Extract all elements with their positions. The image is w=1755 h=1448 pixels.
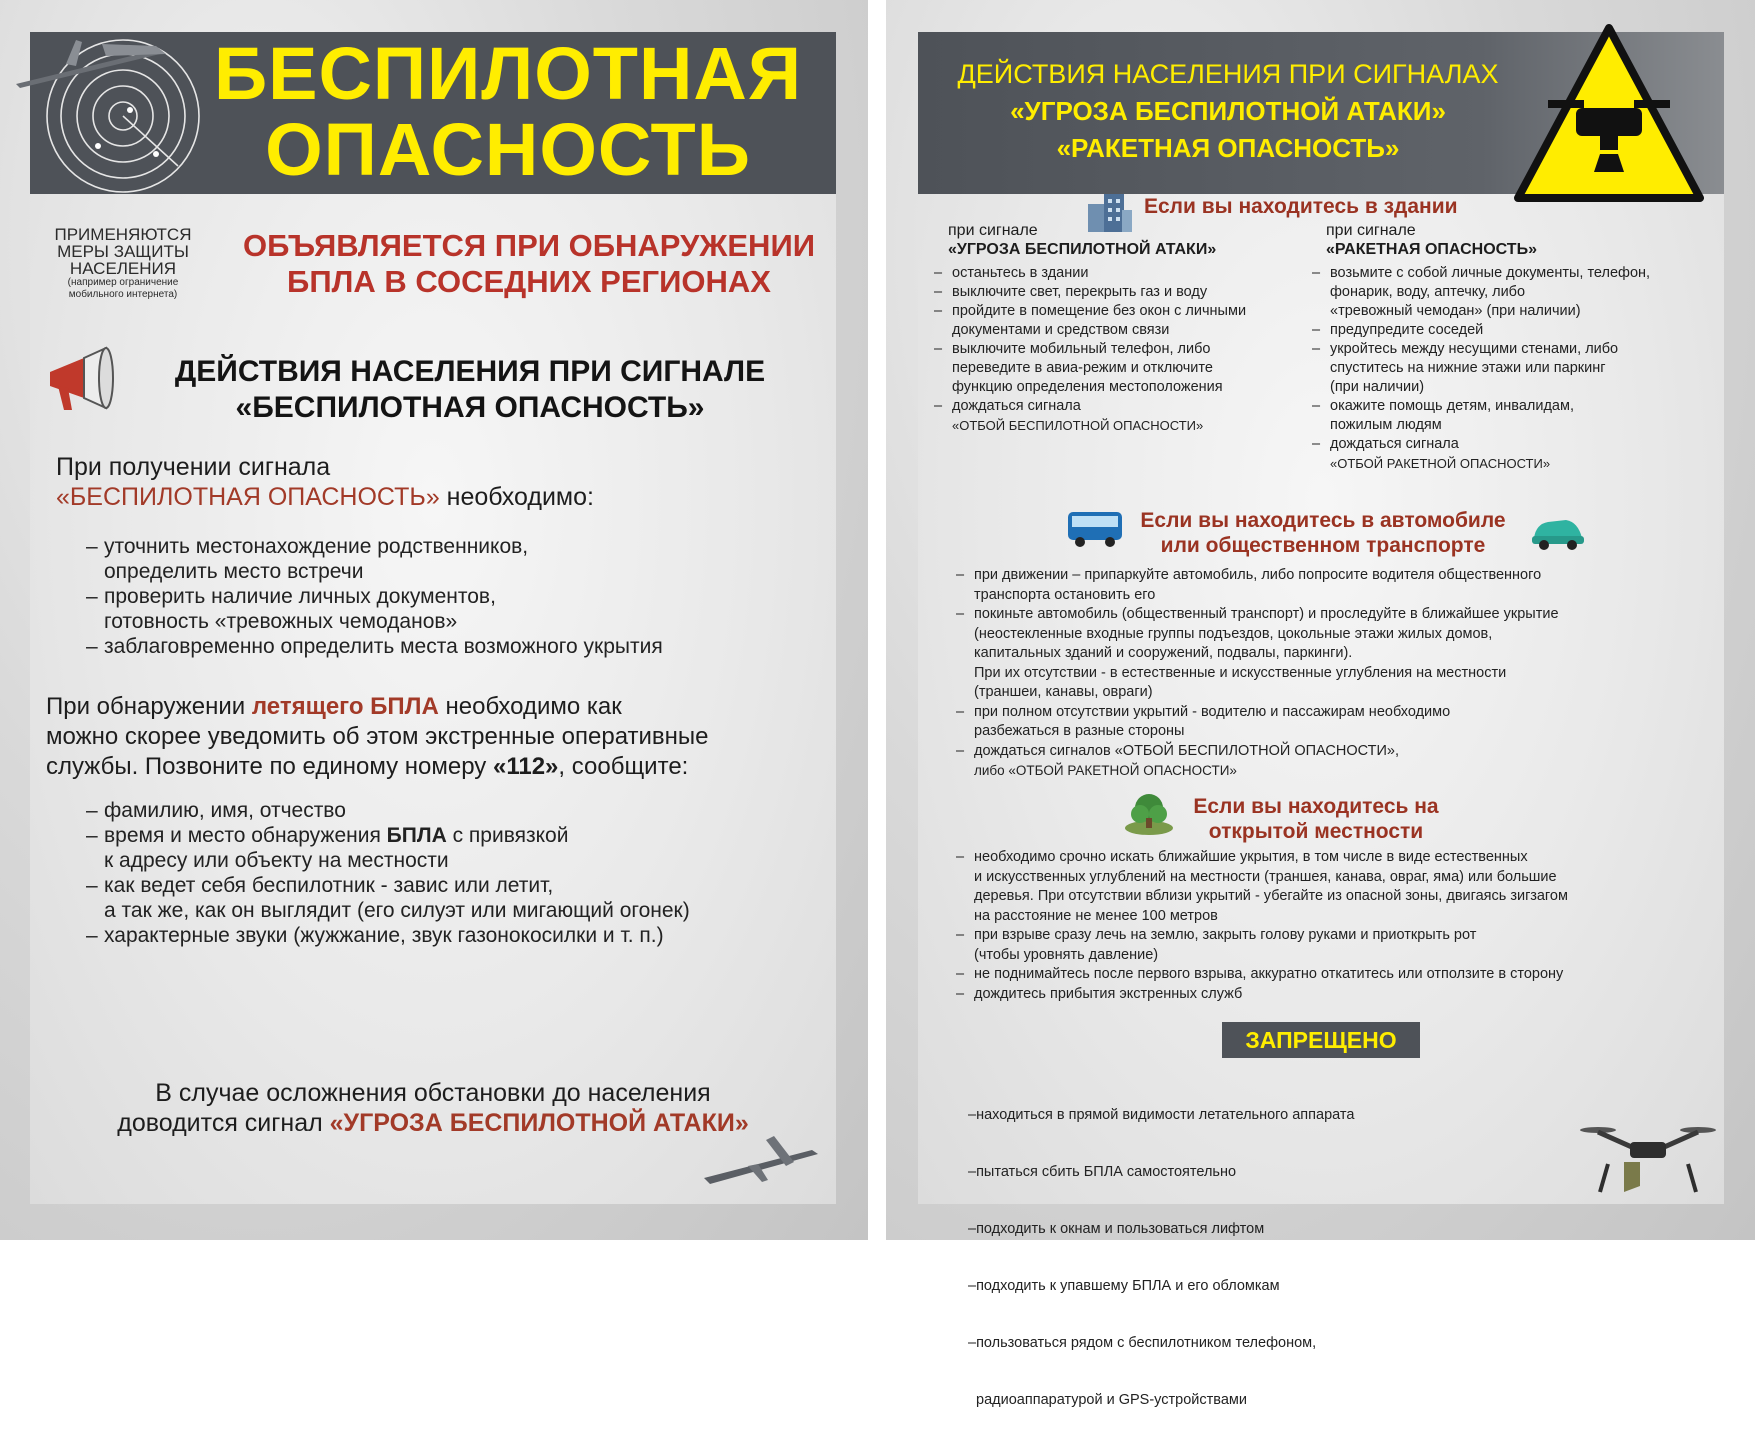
list-item: –подходить к окнам и пользоваться лифтом [968, 1221, 1265, 1237]
car-icon [1530, 512, 1586, 552]
right-title-line1: ДЕЙСТВИЯ НАСЕЛЕНИЯ ПРИ СИГНАЛАХ [957, 59, 1499, 89]
forbidden-label: ЗАПРЕЩЕНО [1222, 1022, 1420, 1058]
open-area-list [956, 848, 1716, 1004]
list-item: – фамилию, имя, отчество [86, 798, 826, 823]
list-item: – предупредите соседей [1312, 321, 1712, 340]
measures-line3: НАСЕЛЕНИЯ [69, 259, 177, 278]
list-item: – дождаться сигнала «ОТБОЙ БЕСПИЛОТНОЙ ОПАСНОСТИ» [934, 397, 1294, 435]
right-title-line3: «РАКЕТНАЯ ОПАСНОСТЬ» [1056, 133, 1400, 163]
list-item: – возьмите с собой личные документы, телефон, фонарик, воду, аптечку, либо «тревожный чемодан» (при наличии) [1312, 264, 1712, 321]
measures-note [38, 226, 208, 301]
signal-name: «БЕСПИЛОТНАЯ ОПАСНОСТЬ» [56, 483, 440, 511]
signal-list [86, 534, 826, 659]
footer-note: В случае осложнения обстановки до населения доводится сигнал «УГРОЗА БЕСПИЛОТНОЙ АТАКИ» [117, 1079, 749, 1137]
left-title [180, 32, 836, 191]
bus-icon [1066, 508, 1126, 548]
announce-block [226, 228, 832, 300]
quadcopter-icon [1578, 1122, 1718, 1198]
measures-line2: МЕРЫ ЗАЩИТЫ [57, 242, 189, 261]
emergency-number: «112» [492, 753, 559, 780]
warning-triangle-drone-icon [1514, 22, 1704, 212]
building-col1-signal: «УГРОЗА БЕСПИЛОТНОЙ АТАКИ» [948, 241, 1217, 258]
list-item: – заблаговременно определить места возможного укрытия [86, 634, 826, 659]
list-item: – дождитесь прибытия экстренных служб [956, 985, 1716, 1005]
left-poster-body [30, 32, 836, 1204]
footer-signal: «УГРОЗА БЕСПИЛОТНОЙ АТАКИ» [329, 1109, 749, 1137]
list-item: –пользоваться рядом с беспилотником телефоном, [968, 1335, 1317, 1351]
actions-line2: «БЕСПИЛОТНАЯ ОПАСНОСТЬ» [235, 391, 705, 424]
list-item: радиоаппаратурой и GPS-устройствами [968, 1392, 1247, 1408]
list-item: – при полном отсутствии укрытий - водителю и пассажирам необходимо разбежаться в разные стороны [956, 703, 1716, 742]
list-item: –пытаться сбить БПЛА самостоятельно [968, 1164, 1237, 1180]
building-col2: при сигнале «РАКЕТНАЯ ОПАСНОСТЬ» [1326, 222, 1706, 260]
left-poster [0, 0, 868, 1240]
building-col1: при сигнале «УГРОЗА БЕСПИЛОТНОЙ АТАКИ» [948, 222, 1308, 260]
list-item: – дождаться сигнала «ОТБОЙ РАКЕТНОЙ ОПАСНОСТИ» [1312, 435, 1712, 473]
list-item: – выключите свет, перекрыть газ и воду [934, 283, 1294, 302]
measures-note-line2: мобильного интернета) [68, 289, 178, 300]
report-list [86, 798, 826, 948]
list-item: – останьтесь в здании [934, 264, 1294, 283]
list-item: –находиться в прямой видимости летательного аппарата [968, 1107, 1355, 1123]
detect-red: летящего БПЛА [251, 693, 439, 720]
signal-intro-line1: При получении сигнала [56, 453, 331, 481]
right-poster [886, 0, 1755, 1408]
list-item: – как ведет себя беспилотник - завис или летит, а так же, как он выглядит (его силуэт или мигающий огонек) [86, 873, 826, 923]
left-title-line1: БЕСПИЛОТНАЯ [213, 32, 803, 115]
right-title [918, 56, 1538, 166]
forbidden-list [968, 1068, 1528, 1448]
list-item: – при взрыве сразу лечь на землю, закрыть голову руками и приоткрыть рот (чтобы уровнять давление) [956, 926, 1716, 965]
list-item: – время и место обнаружения БПЛА с привязкой к адресу или объекту на местности [86, 823, 826, 873]
list-item: – пройдите в помещение без окон с личными документами и средством связи [934, 302, 1294, 340]
drone-icon [6, 34, 186, 94]
right-poster-body [918, 32, 1724, 1408]
building-heading: Если вы находитесь в здании [1144, 195, 1458, 218]
signal-need: необходимо: [439, 483, 594, 511]
announce-line1: ОБЪЯВЛЯЕТСЯ ПРИ ОБНАРУЖЕНИИ [242, 228, 816, 263]
list-item: – покиньте автомобиль (общественный транспорт) и проследуйте в ближайшее укрытие (неостекленные входные группы подъездов, цокольные этажи жилых домов, капитальных зданий и сооружений, подвалы, паркинги). При их отсутствии - в естественные и искусственные углубления на местности (траншеи, канавы, овраги) [956, 605, 1716, 703]
announce-line2: БПЛА В СОСЕДНИХ РЕГИОНАХ [287, 264, 771, 299]
open-area-heading: Если вы находитесь на открытой местности [1193, 795, 1439, 843]
list-item: –подходить к упавшему БПЛА и его обломкам [968, 1278, 1280, 1294]
building-col1-list [934, 264, 1294, 435]
building-col2-signal: «РАКЕТНАЯ ОПАСНОСТЬ» [1326, 241, 1537, 258]
left-title-banner [30, 32, 836, 194]
transport-list [956, 566, 1716, 781]
list-item: – проверить наличие личных документов, готовность «тревожных чемоданов» [86, 584, 826, 634]
list-item: – при движении – припаркуйте автомобиль, либо попросите водителя общественного транспорта остановить его [956, 566, 1716, 605]
transport-heading: Если вы находитесь в автомобиле или общественном транспорте [1140, 509, 1506, 557]
actions-line1: ДЕЙСТВИЯ НАСЕЛЕНИЯ ПРИ СИГНАЛЕ [174, 355, 766, 388]
list-item: – уточнить местонахождение родственников, определить место встречи [86, 534, 826, 584]
list-item: – окажите помощь детям, инвалидам, пожилым людям [1312, 397, 1712, 435]
list-item: – дождаться сигналов «ОТБОЙ БЕСПИЛОТНОЙ ОПАСНОСТИ», либо «ОТБОЙ РАКЕТНОЙ ОПАСНОСТИ» [956, 742, 1716, 781]
left-title-line2: ОПАСНОСТЬ [265, 108, 751, 191]
list-item: – выключите мобильный телефон, либо переведите в авиа-режим и отключите функцию определения местоположения [934, 340, 1294, 397]
actions-heading [110, 354, 830, 426]
list-item: – характерные звуки (жужжание, звук газонокосилки и т. п.) [86, 923, 826, 948]
list-item: – не поднимайтесь после первого взрыва, аккуратно откатитесь или отползите в сторону [956, 965, 1716, 985]
signal-intro [56, 452, 816, 512]
measures-line1: ПРИМЕНЯЮТСЯ [54, 225, 192, 244]
fixed-wing-drone-icon [702, 1132, 822, 1188]
detect-paragraph: При обнаружении летящего БПЛА необходимо как можно скорее уведомить об этом экстренные оперативные службы. Позвоните по единому номеру «112», сообщите: [46, 693, 709, 780]
measures-note-line1: (например ограничение [67, 277, 179, 288]
building-col2-list [1312, 264, 1712, 473]
megaphone-icon [44, 344, 118, 418]
right-title-line2: «УГРОЗА БЕСПИЛОТНОЙ АТАКИ» [1010, 96, 1446, 126]
list-item: – укройтесь между несущими стенами, либо спуститесь на нижние этажи или паркинг (при наличии) [1312, 340, 1712, 397]
list-item: – необходимо срочно искать ближайшие укрытия, в том числе в виде естественных и искусственных углублений на местности (траншея, канава, овраг, яма) или большие деревья. При отсутствии вблизи укрытий - убегайте из опасной зоны, двигаясь зигзагом на расстояние не менее 100 метров [956, 848, 1716, 926]
